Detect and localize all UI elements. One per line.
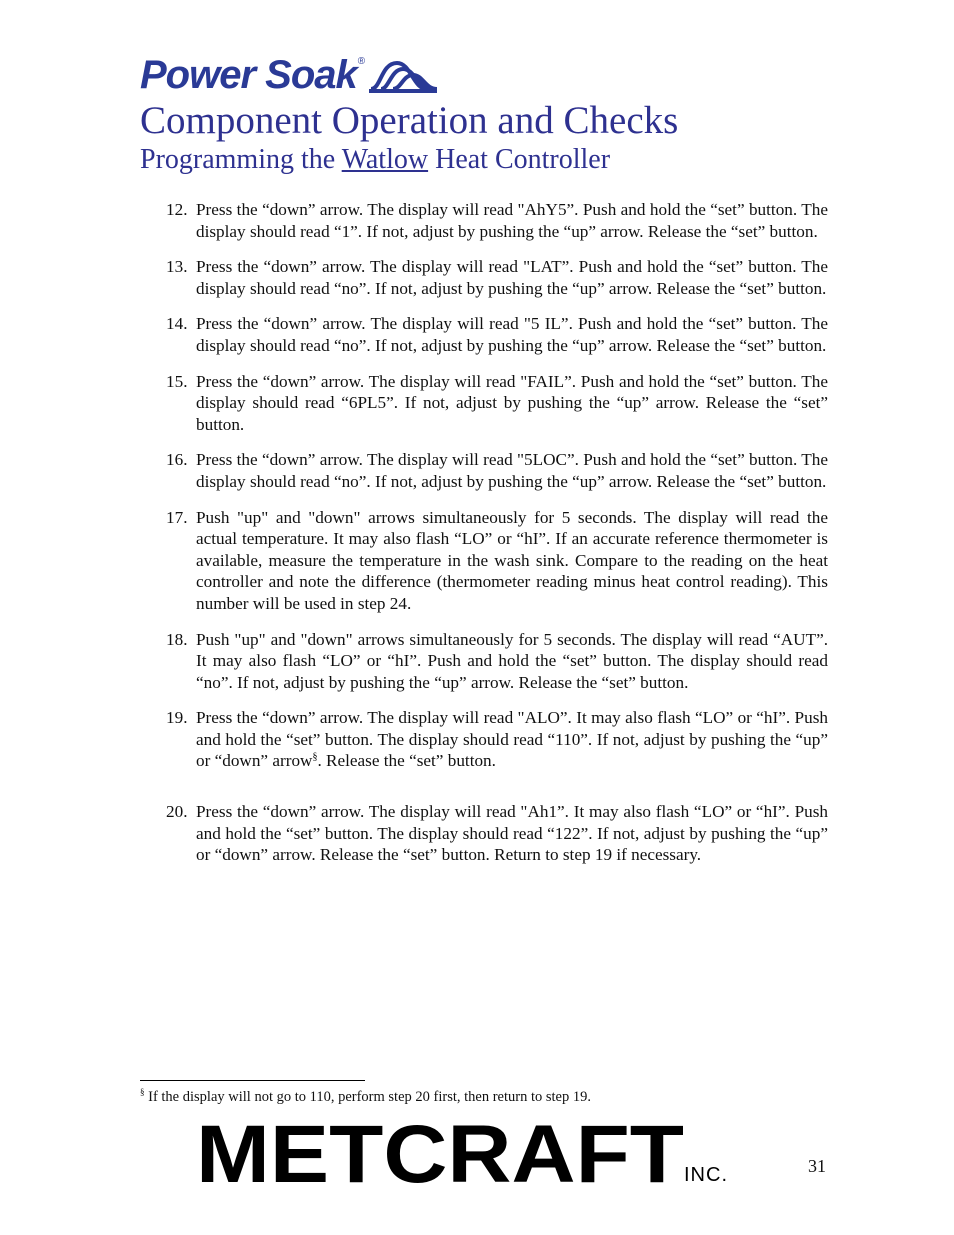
step-number: 16. [166,450,188,470]
subtitle-suffix: Heat Controller [428,144,611,175]
metcraft-wordmark: METCRAFT [196,1120,684,1186]
footnote-divider [140,1080,365,1081]
step-item [166,371,828,436]
step-number: 12. [166,200,188,219]
step-text: Press the “down” arrow. The display will read "Ah1”. It may also flash “LO” or “hI”. Push and hold the “set” button. The display should read “122”. If not, adjust by pushing the “up” or “down” arrow. Release the “set” button. Return to step 19 if necessary. [196,802,828,865]
step-item [166,707,828,772]
logo-wordmark: Power Soak [140,53,357,97]
step-text: Press the “down” arrow. The display will read "LAT”. Push and hold the “set” button. The display should read “no”. If not, adjust by pushing the “up” arrow. Release the “set” button. [196,257,828,298]
step-text [196,707,828,772]
step-number: 17. [166,507,188,527]
step-item [166,449,828,492]
step-number: 15. [166,371,188,391]
step-item [166,801,828,866]
company-suffix: INC. [684,1164,728,1186]
step-item [166,507,828,615]
step-item [166,256,828,299]
subtitle-watlow: Watlow [341,144,429,175]
step-number: 13. [166,257,188,277]
page-number: 31 [808,1156,826,1176]
power-soak-logo [140,54,439,96]
footnote-text: If the display will not go to 110, perform step 20 first, then return to step 19. [144,1089,591,1105]
step-item [166,199,828,242]
step-text-main: Press the “down” arrow. The display will read "ALO”. It may also flash “LO” or “hI”. Push and hold the “set” button. The display should read “110”. If not, adjust by pushing the “up” or “down” arrow [196,708,828,771]
footnote [140,1089,591,1106]
step-text-end: . Release the “set” button. [317,751,496,771]
step-text: Press the “down” arrow. The display will read "FAIL”. Push and hold the “set” button. The display should read “6PL5”. If not, adjust by pushing the “up” arrow. Release the “set” button. [196,371,828,434]
step-text: Press the “down” arrow. The display will read "5LOC”. Push and hold the “set” button. The display should read “no”. If not, adjust by pushing the “up” arrow. Release the “set” button. [196,450,828,491]
metcraft-logo [196,1120,684,1186]
step-number: 20. [166,802,188,822]
waves-icon [367,55,439,95]
registered-mark: ® [357,55,366,67]
footnote-reference: § [312,751,318,763]
step-number: 18. [166,629,188,649]
step-list [166,199,828,866]
step-item [166,629,828,694]
step-text: Press the “down” arrow. The display will read "AhY5”. Push and hold the “set” button. The display should read “1”. If not, adjust by pushing the “up” arrow. Release the “set” button. [196,200,828,241]
step-text: Press the “down” arrow. The display will read "5 IL”. Push and hold the “set” button. The display should read “no”. If not, adjust by pushing the “up” arrow. Release the “set” button. [196,314,828,355]
step-number: 19. [166,708,188,728]
page-subtitle [140,145,610,176]
subtitle-prefix: Programming the [140,144,342,175]
step-text: Push "up" and "down" arrows simultaneously for 5 seconds. The display will read “AUT”. It may also flash “LO” or “hI”. Push and hold the “set” button. The display should read “no”. If not, adjust by pushing the “up” arrow. Release the “set” button. [196,629,828,692]
step-number: 14. [166,314,188,334]
step-text: Push "up" and "down" arrows simultaneously for 5 seconds. The display will read the actual temperature. It may also flash “LO” or “hI”. If an accurate reference thermometer is available, measure the temperature in the wash sink. Compare to the reading on the heat controller and note the difference (thermometer reading minus heat control reading). This number will be used in step 24. [196,507,828,613]
step-item [166,313,828,356]
footnote-mark: § [140,1087,145,1098]
page-title: Component Operation and Checks [140,99,679,142]
